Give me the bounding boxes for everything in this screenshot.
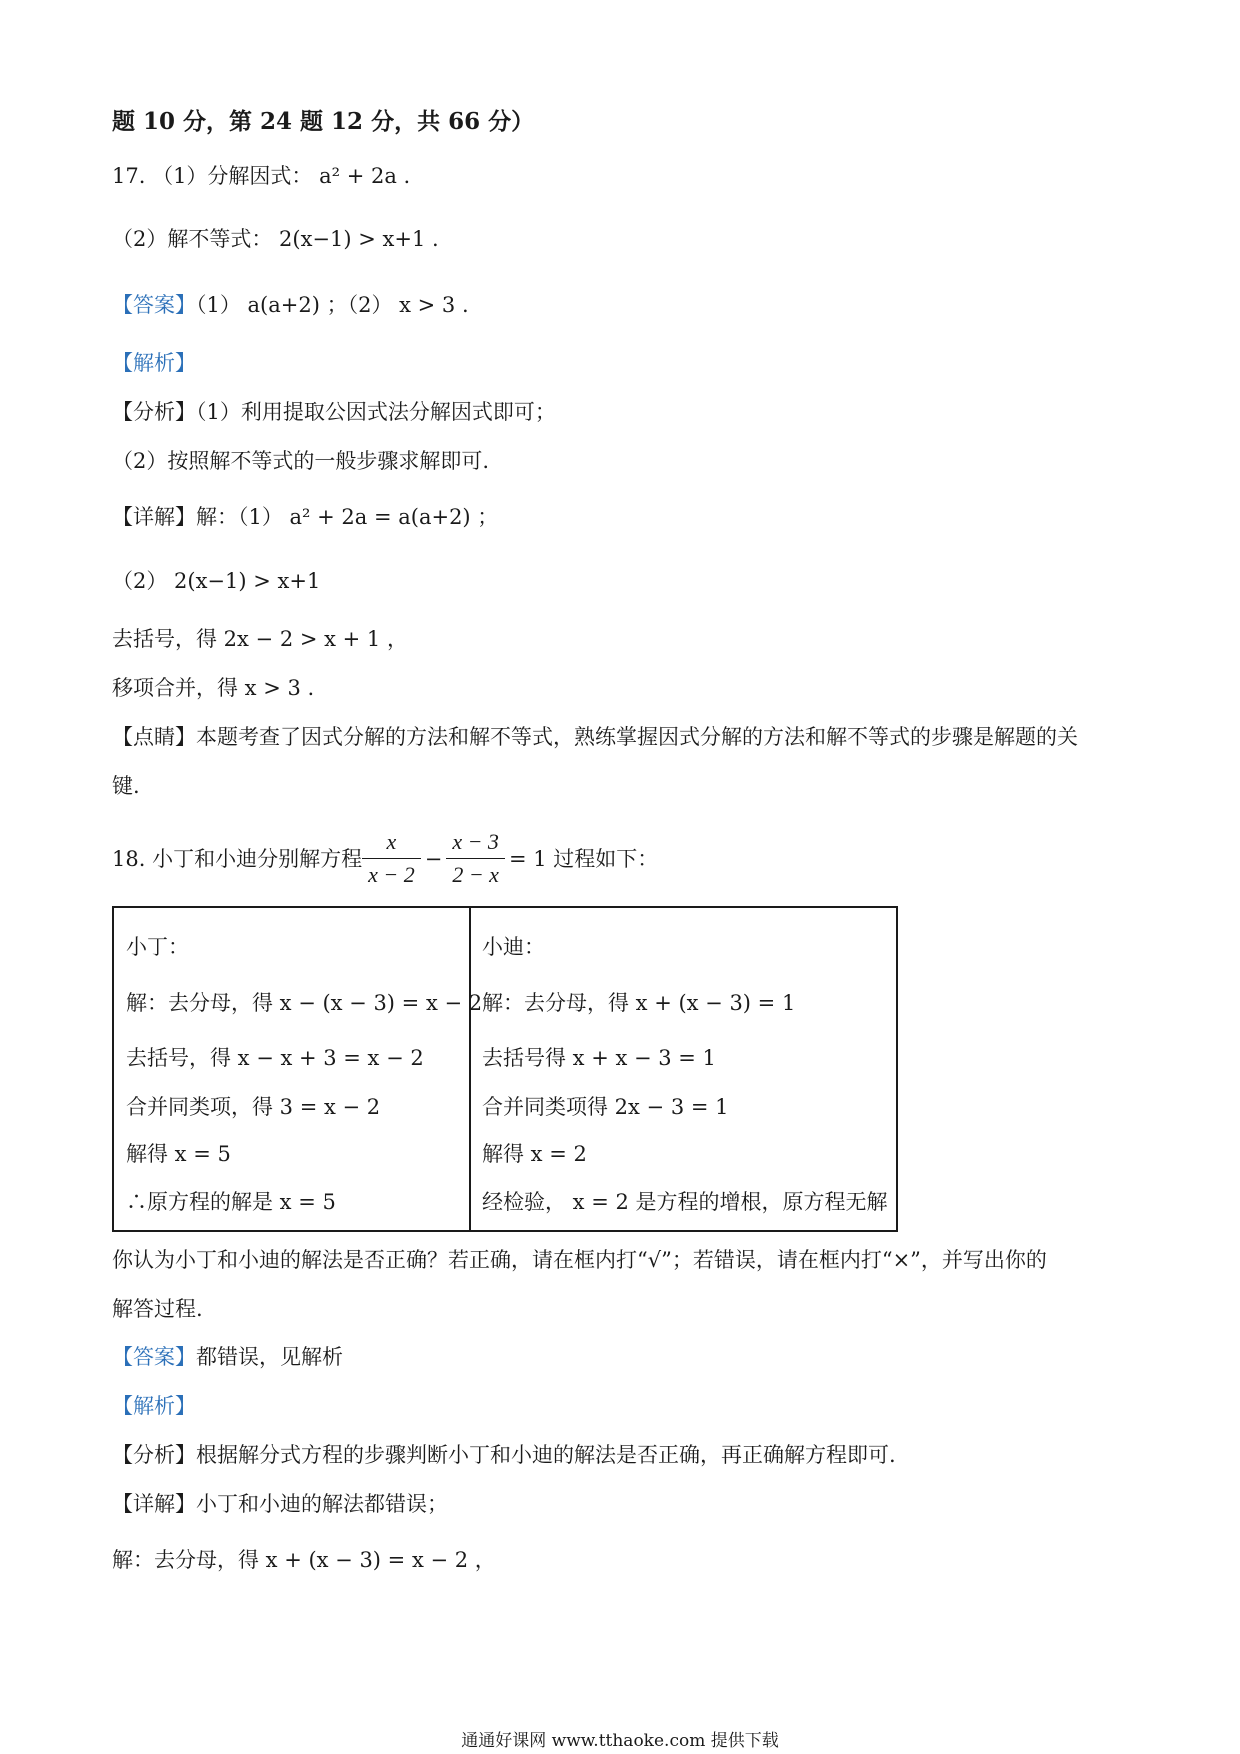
q17-stem: 17. （1）分解因式： a² + 2a .: [112, 164, 411, 188]
solution-comparison-table: [112, 906, 898, 1232]
q17-comment2: 键.: [112, 774, 140, 798]
xiaoding-line2: 去括号，得 x − x + 3 = x − 2: [126, 1046, 424, 1070]
q18-stem-prefix: 18. 小丁和小迪分别解方程: [112, 846, 363, 871]
xiaoding-line4: 解得 x = 5: [126, 1142, 231, 1166]
q17-detail4: 移项合并，得 x > 3 .: [112, 676, 315, 700]
xiaoding-line5: ∴原方程的解是 x = 5: [126, 1190, 336, 1214]
q18-answer-line: [112, 1342, 343, 1372]
xiaoding-line1: 解：去分母，得 x − (x − 3) = x − 2: [126, 991, 483, 1015]
q17-detail3: 去括号，得 2x − 2 > x + 1 ，: [112, 627, 408, 651]
fraction-1-denominator: x − 2: [368, 862, 415, 887]
table-divider: [469, 908, 471, 1230]
minus-sign: −: [424, 846, 443, 871]
q17-analysis1: 【分析】（1）利用提取公因式法分解因式即可；: [112, 400, 556, 424]
q17-comment1: 【点睛】本题考查了因式分解的方法和解不等式，熟练掌握因式分解的方法和解不等式的步骤是解题的关: [112, 725, 1078, 749]
xiaodi-line5: 经检验， x = 2 是方程的增根，原方程无解: [482, 1190, 888, 1214]
q17-answer-line: [112, 290, 469, 320]
xiaoding-name: 小丁：: [126, 935, 189, 959]
q18-stem-suffix: = 1 过程如下：: [508, 846, 659, 871]
q18-analysis-tag: 【解析】: [112, 1394, 196, 1418]
q17-analysis2: （2）按照解不等式的一般步骤求解即可.: [112, 449, 490, 473]
section-heading: 题 10 分，第 24 题 12 分，共 66 分）: [112, 108, 535, 135]
page-footer: 通通好课网 www.tthaoke.com 提供下载: [461, 1731, 779, 1751]
q17-part2: （2）解不等式： 2(x−1) > x+1 .: [112, 227, 439, 251]
q17-detail2: （2） 2(x−1) > x+1: [112, 569, 321, 593]
q17-detail1: 【详解】解：（1） a² + 2a = a(a+2) ；: [112, 505, 499, 529]
xiaodi-line2: 去括号得 x + x − 3 = 1: [482, 1046, 716, 1070]
q17-analysis-tag: 【解析】: [112, 351, 196, 375]
fraction-1-numerator: x: [362, 828, 421, 859]
fraction-2: [446, 828, 505, 889]
answer-tag: 【答案】: [112, 293, 196, 317]
fraction-2-denominator: 2 − x: [452, 862, 499, 887]
xiaoding-line3: 合并同类项，得 3 = x − 2: [126, 1095, 381, 1119]
q18-detail2: 解：去分母，得 x + (x − 3) = x − 2 ，: [112, 1548, 496, 1572]
q18-question2: 解答过程.: [112, 1297, 203, 1321]
xiaodi-line3: 合并同类项得 2x − 3 = 1: [482, 1095, 729, 1119]
q18-analysis: 【分析】根据解分式方程的步骤判断小丁和小迪的解法是否正确，再正确解方程即可.: [112, 1443, 896, 1467]
fraction-1: [362, 828, 421, 889]
q17-answer: （1） a(a+2) ；（2） x > 3 .: [196, 293, 469, 317]
q18-stem: [112, 828, 658, 889]
q18-answer: 都错误，见解析: [196, 1345, 343, 1369]
fraction-2-numerator: x − 3: [446, 828, 505, 859]
xiaodi-name: 小迪：: [482, 935, 545, 959]
answer-tag: 【答案】: [112, 1345, 196, 1369]
q18-question1: 你认为小丁和小迪的解法是否正确？若正确，请在框内打“√”；若错误，请在框内打“×”，并写出你的: [112, 1248, 1047, 1272]
q18-detail1: 【详解】小丁和小迪的解法都错误；: [112, 1492, 448, 1516]
xiaodi-line4: 解得 x = 2: [482, 1142, 587, 1166]
xiaodi-line1: 解：去分母，得 x + (x − 3) = 1: [482, 991, 796, 1015]
